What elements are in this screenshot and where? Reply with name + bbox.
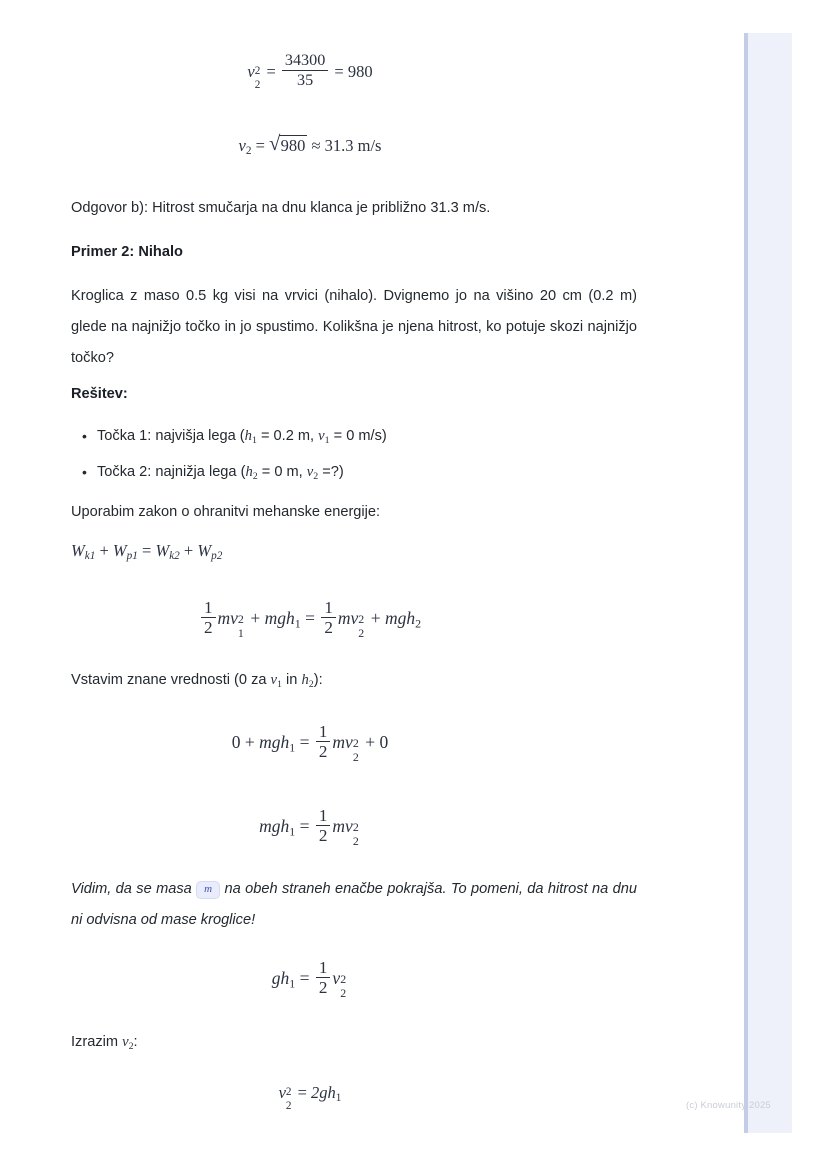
math-sub: 1 — [289, 976, 296, 991]
math-sub: 1 — [294, 616, 301, 631]
math-sub: 2 — [285, 1100, 292, 1113]
math-result: 980 — [347, 61, 373, 81]
math-term-mv: mv — [332, 816, 353, 837]
bullet-1-prefix: Točka 1: najvišja lega ( — [97, 428, 245, 444]
math-term-2gh: 2gh — [311, 1083, 336, 1102]
list-item — [97, 454, 387, 490]
inline-math-chip-mass: m — [196, 881, 220, 899]
math-plus: + — [99, 541, 109, 560]
math-fraction — [321, 598, 336, 639]
math-sub-p1: p1 — [126, 550, 138, 563]
bullet-2-prefix: Točka 2: najnižja lega ( — [97, 464, 246, 480]
math-sup: 2 — [285, 1086, 292, 1099]
math-sub: 1 — [277, 678, 282, 690]
math-sub: 1 — [289, 824, 296, 839]
solution-points-list — [71, 418, 387, 490]
substitute-intro-paragraph — [71, 665, 637, 696]
express-prefix: Izrazim — [71, 1034, 123, 1050]
math-fraction — [282, 52, 328, 91]
math-term-mv1: mv — [217, 608, 238, 629]
math-equals: = — [305, 608, 315, 629]
math-sub: 1 — [335, 1092, 342, 1105]
solution-heading: Rešitev: — [71, 386, 128, 402]
math-sub: 1 — [324, 434, 330, 446]
math-sub: 2 — [128, 1040, 134, 1052]
math-sup: 2 — [340, 971, 347, 986]
math-equals: = — [255, 136, 265, 155]
radicand: 980 — [280, 136, 306, 155]
math-var-v: v — [247, 61, 255, 81]
math-sub: 1 — [251, 434, 257, 446]
math-sup: 2 — [352, 819, 359, 834]
math-fraction — [316, 958, 331, 999]
math-approx: ≈ — [311, 136, 321, 155]
equation-full-energy — [0, 598, 620, 639]
equation-v2-sqrt — [0, 135, 620, 156]
radical-sign: √ — [269, 133, 281, 156]
fraction-numerator: 1 — [318, 958, 328, 977]
math-term-mgh: mgh — [259, 816, 290, 837]
math-var-v: v — [270, 672, 278, 688]
math-var-W: W — [155, 541, 170, 560]
math-var-v: v — [278, 1083, 286, 1102]
math-square-root — [269, 135, 307, 156]
math-sup: 2 — [352, 735, 359, 750]
math-sub: 2 — [252, 470, 258, 482]
math-plus: + — [370, 608, 381, 629]
bullet-1-mid: = 0.2 m, — [256, 428, 319, 444]
math-sub-k1: k1 — [84, 550, 96, 563]
fraction-numerator: 1 — [318, 722, 328, 741]
right-side-band — [744, 33, 792, 1133]
math-term-gh: gh — [271, 968, 290, 989]
math-term-mv2: mv — [337, 608, 359, 629]
problem-statement: Kroglica z maso 0.5 kg visi na vrvici (nihalo). Dvignemo jo na višino 20 cm (0.2 m) glede na najnižjo točko in jo spustimo. Kolikšna je njena hitrost, ko potuje skozi najnižjo točko? — [71, 288, 637, 366]
math-fraction — [201, 598, 216, 639]
substitute-prefix: Vstavim znane vrednosti (0 za — [71, 672, 271, 688]
math-equals-2: = — [334, 61, 344, 81]
equation-v2-squared-fraction — [0, 52, 620, 91]
fraction-denominator: 2 — [316, 825, 331, 847]
math-equals: = — [266, 61, 276, 81]
math-sub: 1 — [289, 740, 296, 755]
math-sub: 2 — [308, 678, 314, 690]
math-sub: 2 — [358, 626, 365, 641]
fraction-denominator: 2 — [321, 617, 336, 639]
note-part-2: na obeh straneh enačbe pokrajša. To pomeni, da hitrost na dnu ni odvisna od mase kroglice! — [71, 881, 637, 928]
math-var-W: W — [112, 541, 127, 560]
math-plus: + — [244, 732, 255, 753]
list-item — [97, 418, 387, 454]
math-var-W: W — [197, 541, 212, 560]
math-var-W: W — [71, 541, 85, 560]
copyright-watermark: (c) Knowunity 2025 — [686, 1100, 771, 1111]
fraction-numerator: 1 — [203, 598, 213, 617]
math-equals: = — [142, 541, 152, 560]
equation-simplified — [0, 806, 620, 847]
fraction-denominator: 2 — [201, 617, 216, 639]
express-v2-paragraph — [71, 1027, 637, 1058]
math-sub: 2 — [352, 834, 359, 849]
math-var-v: v — [122, 1034, 129, 1050]
math-var-v: v — [332, 968, 341, 989]
fraction-numerator: 34300 — [284, 52, 326, 69]
math-sub-p2: p2 — [211, 550, 223, 563]
equation-v2-final — [0, 1083, 620, 1113]
math-zero: 0 — [379, 732, 389, 753]
right-side-band-edge — [744, 33, 748, 1133]
math-equals: = — [299, 816, 310, 837]
math-plus: + — [183, 541, 194, 560]
math-term-mgh1: mgh — [264, 608, 295, 629]
math-sub-k2: k2 — [169, 550, 180, 563]
math-fraction — [316, 806, 331, 847]
math-var-h: h — [301, 672, 309, 688]
mass-cancellation-note — [71, 874, 637, 936]
math-equals: = — [299, 968, 310, 989]
fraction-denominator: 35 — [282, 70, 328, 90]
math-term-mgh: mgh — [259, 732, 290, 753]
math-sub: 2 — [313, 470, 319, 482]
fraction-denominator: 2 — [316, 977, 331, 999]
math-var-h: h — [244, 428, 252, 444]
math-sub: 2 — [254, 78, 261, 91]
math-sup: 2 — [358, 611, 365, 626]
bullet-2-suffix: =?) — [318, 464, 344, 480]
fraction-denominator: 2 — [316, 741, 331, 763]
math-sup: 2 — [237, 611, 244, 626]
math-sub: 2 — [245, 145, 252, 158]
express-suffix: : — [133, 1034, 138, 1050]
math-sup: 2 — [254, 64, 261, 77]
math-term-mgh2: mgh — [384, 608, 416, 629]
math-var-h: h — [245, 464, 253, 480]
math-value: 31.3 m/s — [324, 136, 382, 155]
math-equals: = — [299, 732, 310, 753]
note-part-1: Vidim, da se masa — [71, 881, 197, 897]
math-sub: 1 — [237, 626, 244, 641]
answer-paragraph: Odgovor b): Hitrost smučarja na dnu klanca je približno 31.3 m/s. — [71, 200, 491, 216]
math-term-mv: mv — [332, 732, 353, 753]
math-var-v: v — [306, 464, 314, 480]
equation-energy-conservation — [71, 541, 222, 561]
math-var-v: v — [238, 136, 246, 155]
substitute-suffix: ): — [313, 672, 323, 688]
math-var-v: v — [318, 428, 325, 444]
fraction-numerator: 1 — [318, 806, 328, 825]
bullet-1-suffix: = 0 m/s) — [329, 428, 387, 444]
math-sub: 2 — [352, 750, 359, 765]
fraction-numerator: 1 — [324, 598, 333, 617]
math-plus: + — [365, 732, 376, 753]
example-heading: Primer 2: Nihalo — [71, 244, 183, 260]
substitute-mid: in — [281, 672, 302, 688]
math-zero: 0 — [231, 732, 241, 753]
math-fraction — [316, 722, 331, 763]
math-sub: 2 — [415, 616, 422, 631]
math-sub: 2 — [340, 986, 347, 1001]
bullet-2-mid: = 0 m, — [257, 464, 307, 480]
equation-mass-cancelled — [0, 958, 620, 999]
math-plus: + — [250, 608, 261, 629]
equation-substituted — [0, 722, 620, 763]
math-equals: = — [297, 1083, 307, 1102]
law-intro-paragraph: Uporabim zakon o ohranitvi mehanske energije: — [71, 504, 381, 520]
